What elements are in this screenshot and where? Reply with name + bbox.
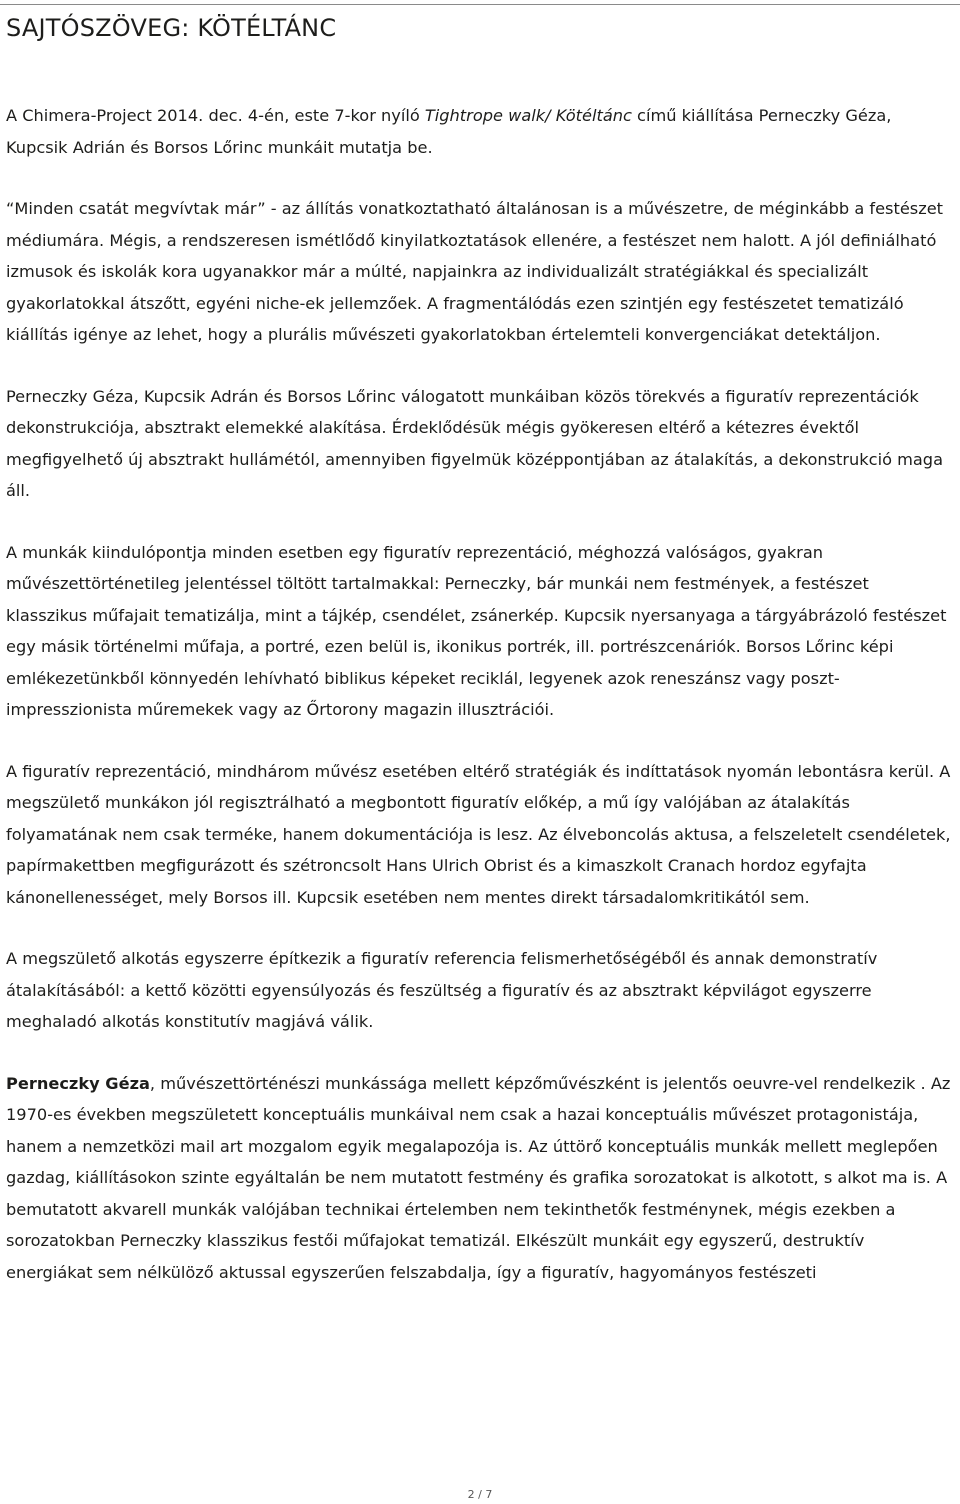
top-divider	[0, 4, 960, 5]
document-body	[6, 100, 954, 1288]
exhibition-title: Tightrope walk/ Kötéltánc	[424, 106, 632, 125]
paragraph-result: A megszülető alkotás egyszerre építkezik a figuratív referencia felismerhetőségéből és annak demonstratív átalakításából: a kettő közötti egyensúlyozás és feszültség a figuratív és az absztrakt képvilágot egyszerre meghaladó alkotás konstitutív magjává válik.	[6, 949, 878, 1031]
intro-text-start: A Chimera-Project 2014. dec. 4-én, este 7-kor nyíló	[6, 106, 425, 125]
paragraph-common-aim: Perneczky Géza, Kupcsik Adrán és Borsos Lőrinc válogatott munkáiban közös törekvés a figuratív reprezentációk dekonstrukciója, absztrakt elemekké alakítása. Érdeklődésük mégis gyökeresen eltérő a kétezres évektől megfigyelhető új absztrakt hullámétól, amennyiben figyelmük középpontjában az átalakítás, a dekonstrukció maga áll.	[6, 386, 944, 500]
intro-text-end: című kiállítása Perneczky Géza, Kupcsik Adrián és Borsos Lőrinc munkáit mutatja be.	[6, 106, 892, 157]
paragraph-deconstruction: A figuratív reprezentáció, mindhárom művész esetében eltérő stratégiák és indíttatások nyomán lebontásra kerül. A megszülető munkákon jól regisztrálható a megbontott figuratív előkép, a mű így valójában az átalakítás folyamatának nem csak terméke, hanem dokumentációja is lesz. Az élveboncolás aktusa, a felszeletelt csendéletek, papírmakettben megfigurázott és szétroncsolt Hans Ulrich Obrist és a kimaszkolt Cranach hordoz egyfajta kánonellenességet, mely Borsos ill. Kupcsik esetében nem mentes direkt társadalomkritikától sem.	[6, 761, 951, 907]
paragraph-perneczky-bio	[6, 1068, 954, 1289]
artist-name: Perneczky Géza	[6, 1073, 150, 1093]
artist-bio-text: , művészettörténészi munkássága mellett képzőművészként is jelentős oeuvre-vel rendelkezik . Az 1970-es években megszületett konceptuális munkáival nem csak a hazai konceptuális művészet protagonistája, hanem a nemzetközi mail art mozgalom egyik megalapozója is. Az úttörő konceptuális munkák mellett meglepően gazdag, kiállításokon szinte egyáltalán be nem mutatott festmény és grafika sorozatokat is alkotott, s alkot ma is. A bemutatott akvarell munkák valójában technikai értelemben nem tekinthetők festménynek, mégis ezekben a sorozatokban Perneczky klasszikus festői műfajokat tematizál. Elkészült munkáit egy egyszerű, destruktív energiákat sem nélkülöző aktussal egyszerűen felszabdalja, így a figuratív, hagyományos festészeti	[6, 1073, 951, 1282]
paragraph-intro	[6, 100, 954, 163]
paragraph-starting-point: A munkák kiindulópontja minden esetben egy figuratív reprezentáció, méghozzá valóságos, gyakran művészettörténetileg jelentéssel töltött tartalmakkal: Perneczky, bár munkái nem festmények, a festészet klasszikus műfajait tematizálja, mint a tájkép, csendélet, zsánerkép. Kupcsik nyersanyaga a tárgyábrázoló festészet egy másik történelmi műfaja, a portré, ezen belül is, ikonikus portrék, ill. portrészcenáriók. Borsos Lőrinc képi emlékezetünkből könnyedén lehívható biblikus képeket reciklál, legyenek azok reneszánsz vagy poszt-impresszionista műremekek vagy az Őrtorony magazin illusztrációi.	[6, 542, 947, 719]
page-number: 2 / 7	[467, 1488, 493, 1501]
paragraph-painting-context: “Minden csatát megvívtak már” - az állítás vonatkoztatható általánosan is a művészetre, de méginkább a festészet médiumára. Mégis, a rendszeresen ismétlődő kinyilatkoztatások ellenére, a festészet nem halott. A jól definiálható izmusok és iskolák kora ugyanakkor már a múlté, napjainkra az individualizált stratégiákkal és specializált gyakorlatokkal átszőtt, egyéni niche-ek jellemzőek. A fragmentálódás ezen szintjén egy festészetet tematizáló kiállítás igénye az lehet, hogy a plurális művészeti gyakorlatokban értelemteli konvergenciákat detektáljon.	[6, 199, 944, 344]
document-title: SAJTÓSZÖVEG: KÖTÉLTÁNC	[6, 14, 337, 42]
